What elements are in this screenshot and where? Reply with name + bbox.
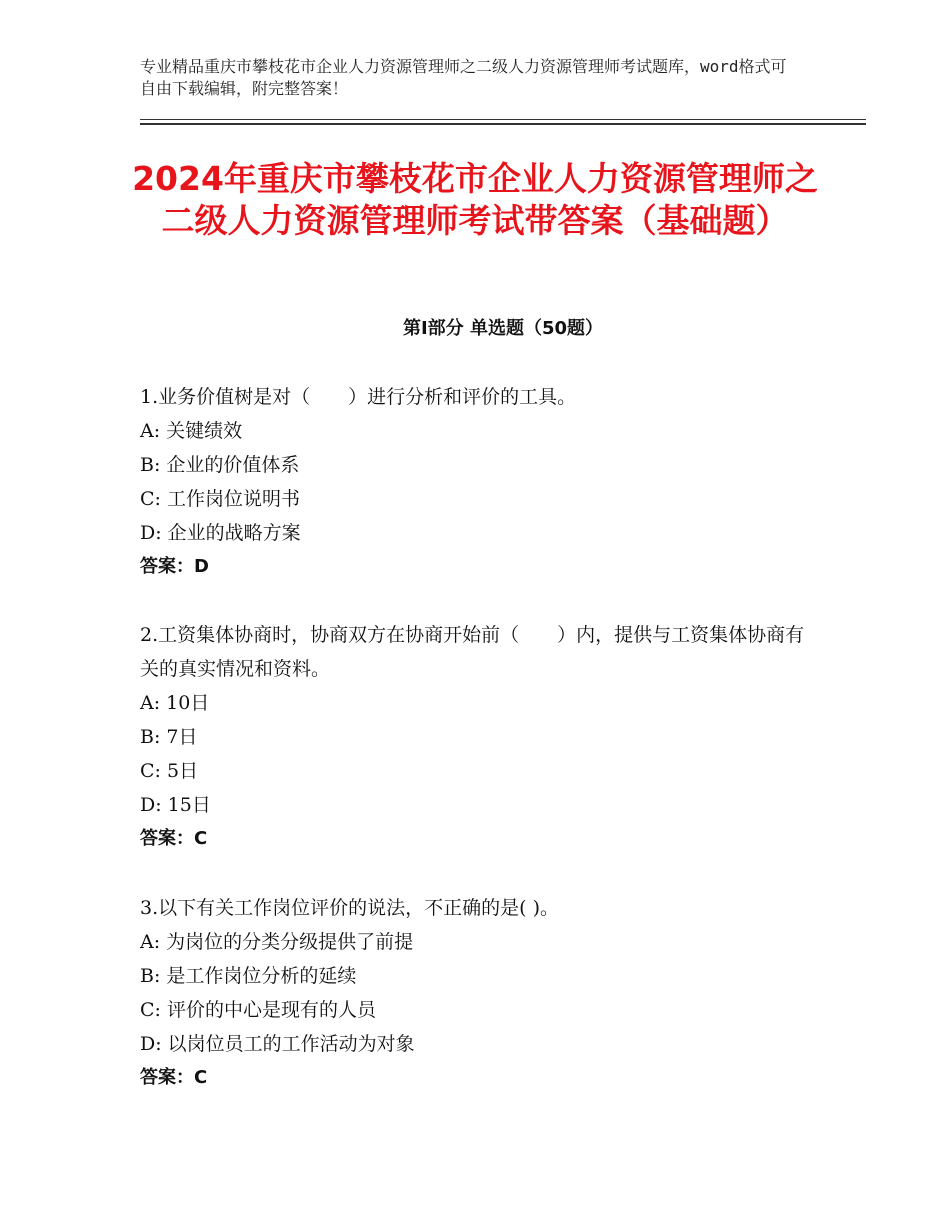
answer: 答案：D xyxy=(140,556,209,577)
option-b: B: 7日 xyxy=(140,726,198,748)
option-d: D: 以岗位员工的工作活动为对象 xyxy=(140,1033,415,1055)
question-2 xyxy=(140,618,820,856)
option-c: C: 5日 xyxy=(140,760,199,782)
option-b: B: 是工作岗位分析的延续 xyxy=(140,965,357,987)
option-d: D: 15日 xyxy=(140,794,211,816)
header-divider xyxy=(140,119,866,125)
option-a: A: 为岗位的分类分级提供了前提 xyxy=(140,931,414,953)
answer: 答案：C xyxy=(140,828,208,849)
option-d: D: 企业的战略方案 xyxy=(140,522,301,544)
option-a: A: 关键绩效 xyxy=(140,420,243,442)
section-heading: 第Ⅰ部分 单选题（50题） xyxy=(402,318,603,339)
option-b: B: 企业的价值体系 xyxy=(140,454,300,476)
question-3 xyxy=(140,891,820,1095)
option-a: A: 10日 xyxy=(140,692,210,714)
question-stem: 1.业务价值树是对（ ）进行分析和评价的工具。 xyxy=(140,386,577,408)
document-title: 2024年重庆市攀枝花市企业人力资源管理师之二级人力资源管理师考试带答案（基础题） xyxy=(132,159,818,240)
option-c: C: 工作岗位说明书 xyxy=(140,488,300,510)
question-1 xyxy=(140,380,820,584)
question-stem: 3.以下有关工作岗位评价的说法，不正确的是( )。 xyxy=(140,897,559,919)
answer: 答案：C xyxy=(140,1067,208,1088)
header-note: 专业精品重庆市攀枝花市企业人力资源管理师之二级人力资源管理师考试题库，word格式可自由下载编辑，附完整答案！ xyxy=(140,57,787,98)
option-c: C: 评价的中心是现有的人员 xyxy=(140,999,376,1021)
question-stem: 2.工资集体协商时，协商双方在协商开始前（ ）内，提供与工资集体协商有关的真实情况和资料。 xyxy=(140,624,805,680)
